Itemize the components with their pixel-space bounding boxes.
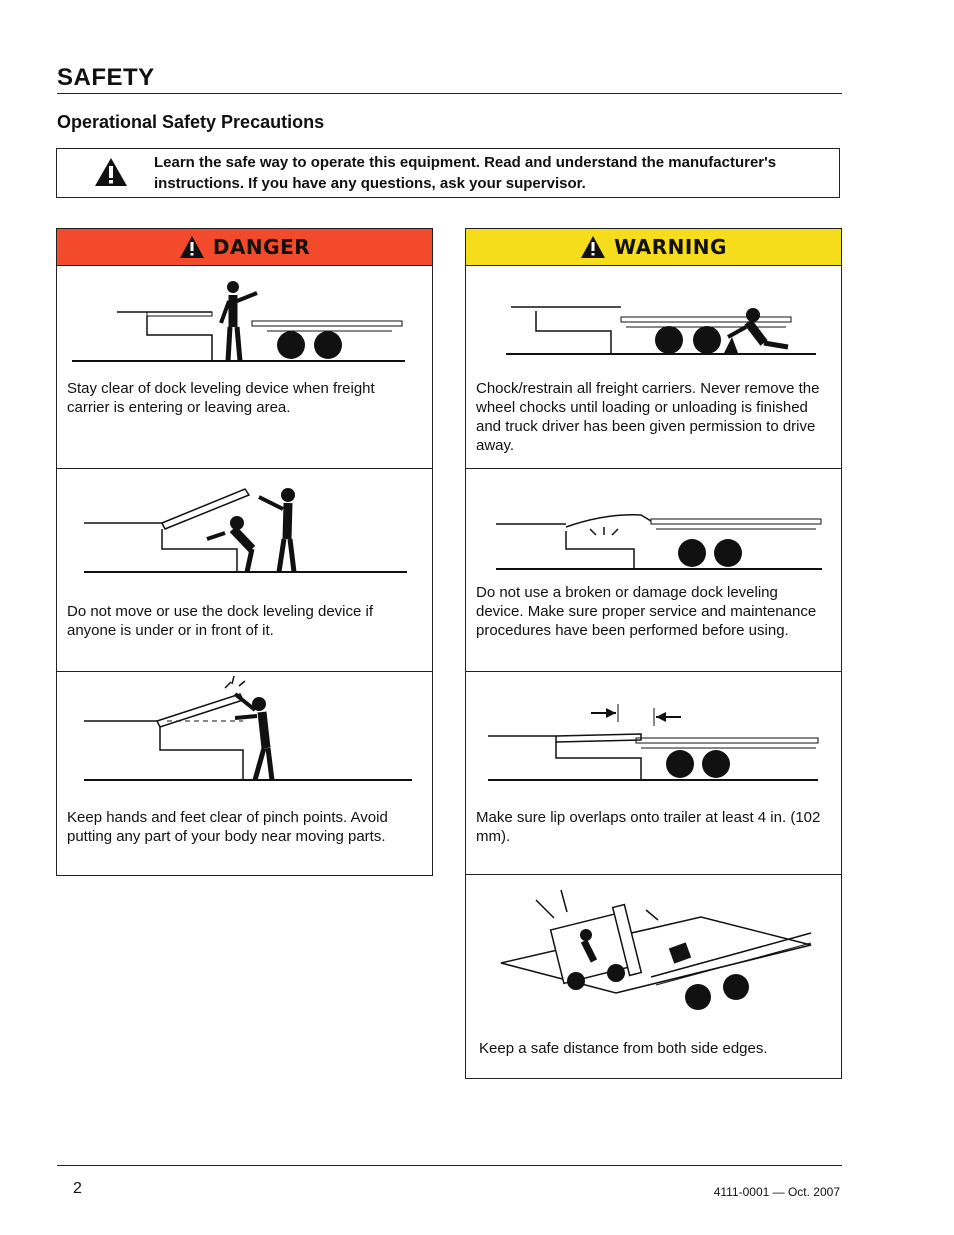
dock-truck-illustration bbox=[57, 265, 431, 375]
page-number: 2 bbox=[73, 1180, 82, 1197]
danger-label: DANGER bbox=[212, 235, 311, 259]
caption: Do not use a broken or damage dock leveling device. Make sure proper service and maintenance procedures have been performed before using. bbox=[476, 584, 817, 639]
danger-item-clear-of-dock bbox=[57, 265, 432, 468]
warning-item-side-edges bbox=[466, 874, 841, 1078]
warning-item-lip-overlap bbox=[466, 671, 841, 875]
lip-overlap-illustration bbox=[466, 672, 840, 786]
caption: Stay clear of dock leveling device when freight carrier is entering or leaving area. bbox=[67, 380, 375, 416]
danger-item-pinch-points bbox=[57, 671, 432, 875]
pinch-point-illustration bbox=[57, 672, 431, 786]
warning-panel bbox=[465, 228, 842, 1079]
document-code: 4111-0001 — Oct. 2007 bbox=[713, 1185, 840, 1199]
danger-panel bbox=[56, 228, 433, 876]
warning-label: WARNING bbox=[614, 235, 727, 259]
section-title: Operational Safety Precautions bbox=[57, 112, 325, 132]
warning-triangle-icon bbox=[580, 235, 606, 259]
title-rule bbox=[57, 93, 842, 94]
forklift-side-edge-illustration bbox=[466, 875, 840, 1025]
danger-header bbox=[57, 229, 432, 266]
broken-leveler-illustration bbox=[466, 469, 840, 579]
page-title: SAFETY bbox=[57, 64, 155, 91]
caption: Do not move or use the dock leveling device if anyone is under or in front of it. bbox=[67, 603, 373, 639]
caption: Make sure lip overlaps onto trailer at least 4 in. (102 mm). bbox=[476, 809, 821, 845]
intro-notice bbox=[56, 148, 840, 198]
wheel-chock-illustration bbox=[466, 265, 840, 365]
person-under-leveler-illustration bbox=[57, 469, 431, 579]
footer-rule bbox=[57, 1165, 842, 1166]
warning-item-chock-carriers bbox=[466, 265, 841, 468]
danger-item-under-leveler bbox=[57, 468, 432, 672]
caption: Keep a safe distance from both side edges. bbox=[479, 1040, 768, 1057]
warning-triangle-icon bbox=[94, 157, 128, 187]
warning-item-broken-leveler bbox=[466, 468, 841, 672]
danger-triangle-icon bbox=[179, 235, 205, 259]
warning-header bbox=[466, 229, 841, 266]
caption: Chock/restrain all freight carriers. Never remove the wheel chocks until loading or unloading is finished and truck driver has been given permission to drive away. bbox=[476, 380, 820, 454]
intro-text: Learn the safe way to operate this equipment. Read and understand the manufacturer's instructions. If you have any questions, ask your supervisor. bbox=[154, 154, 777, 192]
caption: Keep hands and feet clear of pinch points. Avoid putting any part of your body near moving parts. bbox=[67, 809, 388, 845]
